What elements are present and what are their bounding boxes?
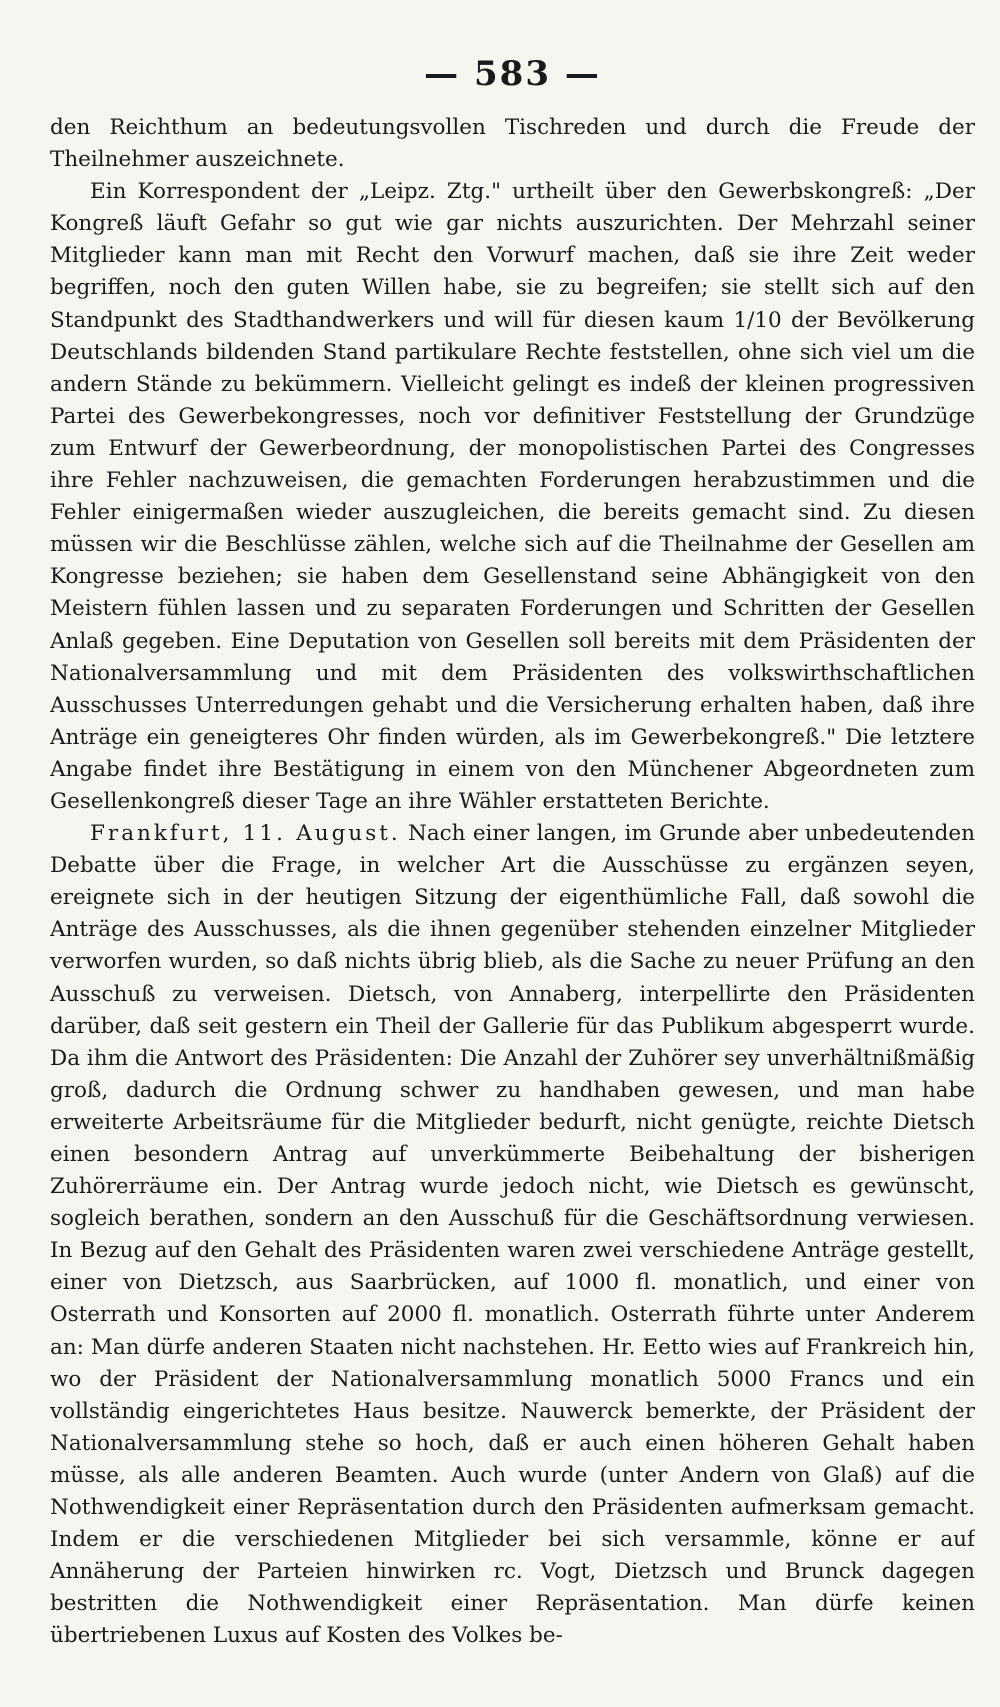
- dateline: Frankfurt, 11. August.: [90, 821, 401, 847]
- paragraph-correspondent-report: Ein Korrespondent der „Leipz. Ztg." urtheilt über den Gewerbskongreß: „Der Kongreß läuft Gefahr so gut wie gar nichts auszurichten. Der Mehrzahl seiner Mitglieder kann man mit Recht den Vorwurf machen, daß sie ihre Zeit weder begriffen, noch den guten Willen habe, sie zu begreifen; sie stellt sich auf den Standpunkt des Stadthandwerkers und will für diesen kaum 1/10 der Bevölkerung Deutschlands bildenden Stand partikulare Rechte feststellen, ohne sich viel um die andern Stände zu bekümmern. Vielleicht gelingt es indeß der kleinen progressiven Partei des Gewerbekongresses, noch vor definitiver Feststellung der Grundzüge zum Entwurf der Gewerbeordnung, der monopolistischen Partei des Congresses ihre Fehler nachzuweisen, die gemachten Forderungen herabzustimmen und die Fehler einigermaßen wieder auszugleichen, die bereits gemacht sind. Zu diesen müssen wir die Beschlüsse zählen, welche sich auf die Theilnahme der Gesellen am Kongresse beziehen; sie haben dem Gesellenstand seine Abhängigkeit von den Meistern fühlen lassen und zu separaten Forderungen und Schritten der Gesellen Anlaß gegeben. Eine Deputation von Gesellen soll bereits mit dem Präsidenten der Nationalversammlung und mit dem Präsidenten des volkswirthschaftlichen Ausschusses Unterredungen gehabt und die Versicherung erhalten haben, daß ihre Anträge ein geneigteres Ohr finden würden, als im Gewerbekongreß." Die letztere Angabe findet ihre Bestätigung in einem von den Münchener Abgeordneten zum Gesellenkongreß dieser Tage an ihre Wähler erstatteten Berichte.: [50, 179, 975, 814]
- newspaper-page: [50, 40, 975, 1680]
- article-body: [50, 112, 975, 1653]
- paragraph-frankfurt-text: Nach einer langen, im Grunde aber unbedeutenden Debatte über die Frage, in welcher Art die Ausschüsse zu ergänzen seyen, ereignete sich in der heutigen Sitzung der eigenthümliche Fall, daß sowohl die Anträge des Ausschusses, als die ihnen gegenüber stehenden einzelner Mitglieder verworfen wurden, so daß nichts übrig blieb, als die Sache zu neuer Prüfung an den Ausschuß zu verweisen. Dietsch, von Annaberg, interpellirte den Präsidenten darüber, daß seit gestern ein Theil der Gallerie für das Publikum abgesperrt wurde. Da ihm die Antwort des Präsidenten: Die Anzahl der Zuhörer sey unverhältnißmäßig groß, dadurch die Ordnung schwer zu handhaben gewesen, und man habe erweiterte Arbeitsräume für die Mitglieder bedurft, nicht genügte, reichte Dietsch einen besondern Antrag auf unverkümmerte Beibehaltung der bisherigen Zuhörerräume ein. Der Antrag wurde jedoch nicht, wie Dietsch es gewünscht, sogleich berathen, sondern an den Ausschuß für die Geschäftsordnung verwiesen. In Bezug auf den Gehalt des Präsidenten waren zwei verschiedene Anträge gestellt, einer von Dietzsch, aus Saarbrücken, auf 1000 fl. monatlich, und einer von Osterrath und Konsorten auf 2000 fl. monatlich. Osterrath führte unter Anderem an: Man dürfe anderen Staaten nicht nachstehen. Hr. Eetto wies auf Frankreich hin, wo der Präsident der Nationalversammlung monatlich 5000 Francs und ein vollständig eingerichtetes Haus besitze. Nauwerck bemerkte, der Präsident der Nationalversammlung stehe so hoch, daß er auch einen höheren Gehalt haben müsse, als alle anderen Beamten. Auch wurde (unter Andern von Glaß) auf die Nothwendigkeit einer Repräsentation durch den Präsidenten aufmerksam gemacht. Indem er die verschiedenen Mitglieder bei sich versammle, könne er auf Annäherung der Parteien hinwirken rc. Vogt, Dietzsch und Brunck dagegen bestritten die Nothwendigkeit einer Repräsentation. Man dürfe keinen übertriebenen Luxus auf Kosten des Volkes be-: [50, 821, 975, 1649]
- paragraph-frankfurt-report: [50, 818, 975, 1652]
- page-number: — 583 —: [424, 54, 601, 94]
- paragraph-continuation: den Reichthum an bedeutungsvollen Tischreden und durch die Freude der Theilnehmer auszeichnete.: [50, 115, 975, 173]
